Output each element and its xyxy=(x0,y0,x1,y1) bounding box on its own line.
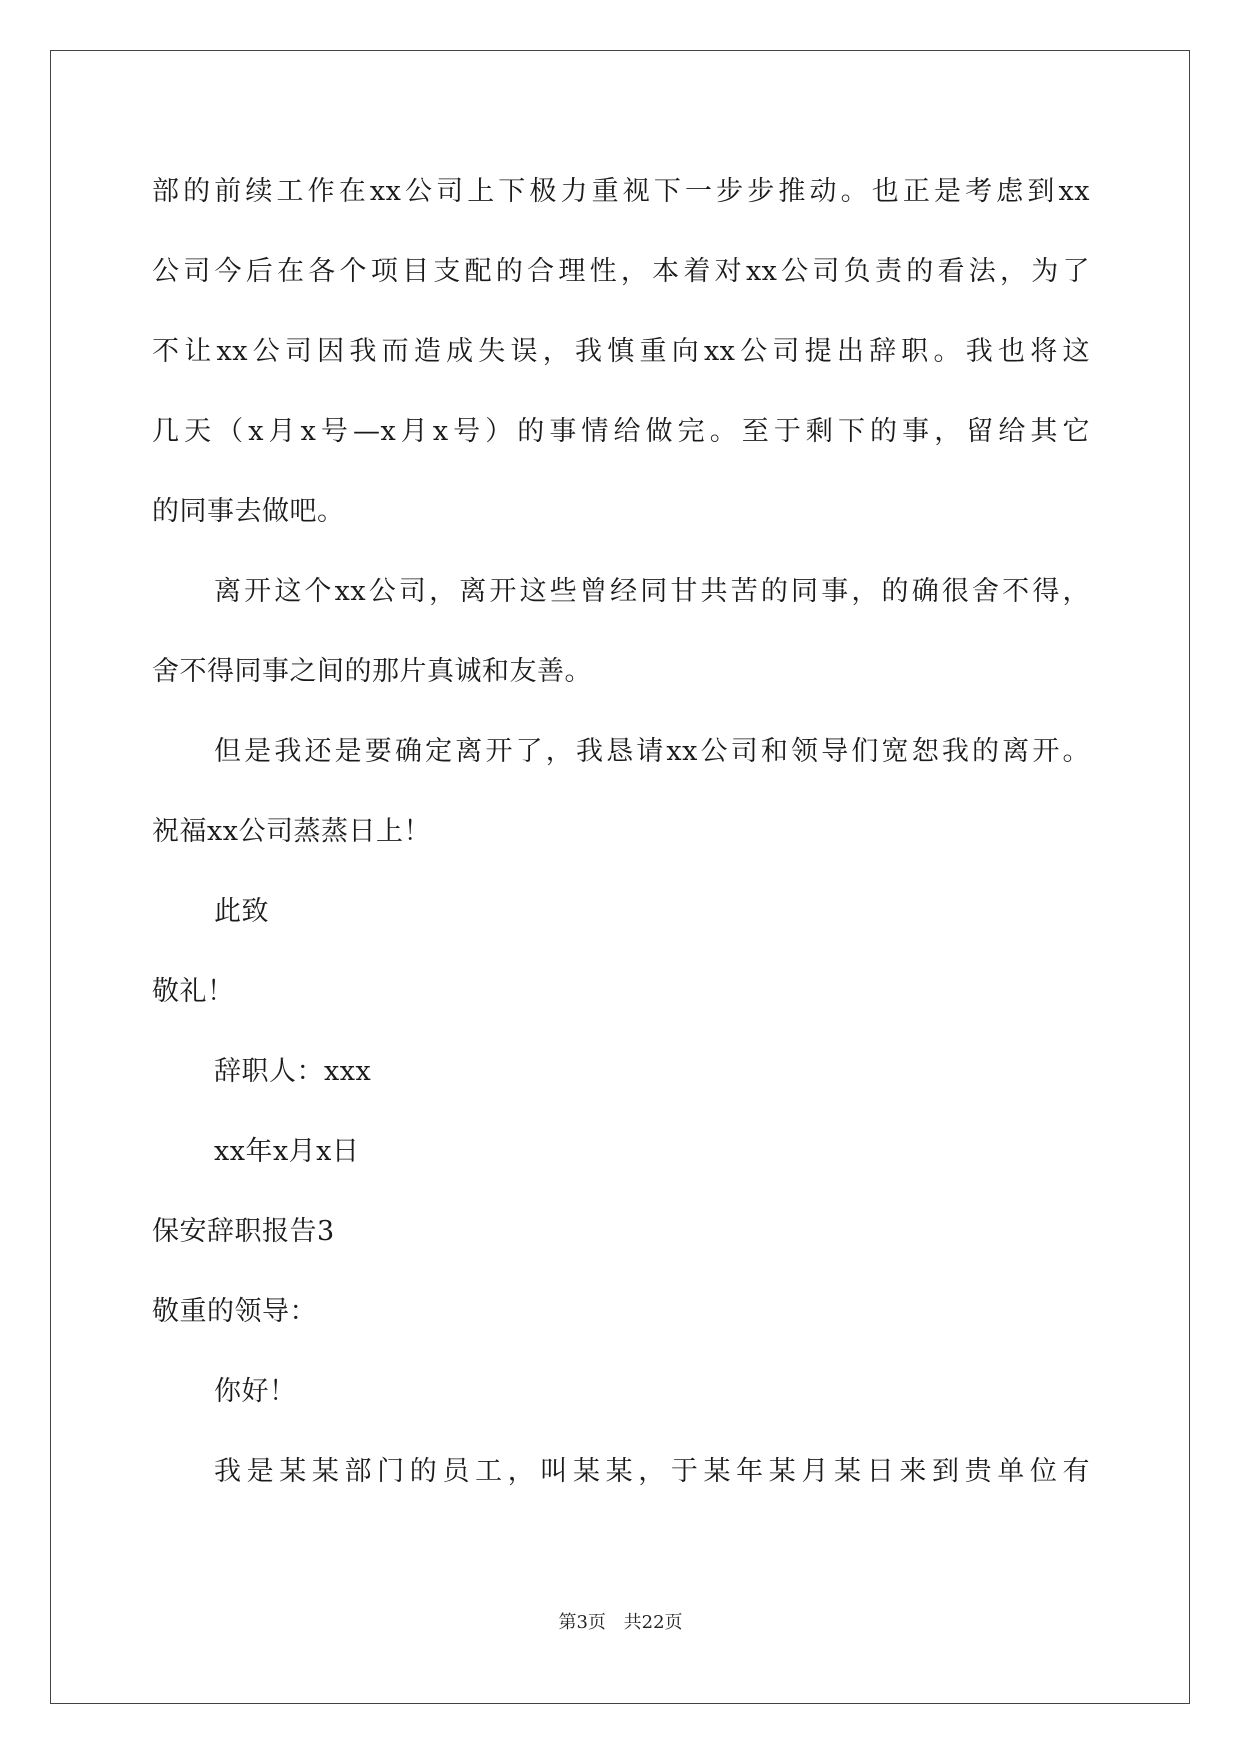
paragraph-line: 舍不得同事之间的那片真诚和友善。 xyxy=(152,656,592,687)
signature-line: 辞职人：xxx xyxy=(214,1056,372,1087)
page-total: 共22页 xyxy=(623,1612,683,1633)
date-line: xx年x月x日 xyxy=(214,1136,360,1167)
page-number: 第3页 xyxy=(558,1612,606,1633)
closing-salutation: 此致 xyxy=(214,896,269,927)
greeting-hello: 你好！ xyxy=(214,1376,297,1407)
section-heading: 保安辞职报告3 xyxy=(152,1216,335,1247)
paragraph-line: 离开这个xx公司，离开这些曾经同甘共苦的同事，的确很舍不得， xyxy=(214,576,1090,607)
paragraph-line: 公司今后在各个项目支配的合理性，本着对xx公司负责的看法，为了 xyxy=(152,256,1090,287)
paragraph-line: 的同事去做吧。 xyxy=(152,496,345,527)
paragraph-line: 但是我还是要确定离开了，我恳请xx公司和领导们宽恕我的离开。 xyxy=(214,736,1090,767)
paragraph-line: 部的前续工作在xx公司上下极力重视下一步步推动。也正是考虑到xx xyxy=(152,176,1090,207)
paragraph-line: 不让xx公司因我而造成失误，我慎重向xx公司提出辞职。我也将这 xyxy=(152,336,1090,367)
paragraph-line: 我是某某部门的员工，叫某某，于某年某月某日来到贵单位有 xyxy=(214,1456,1090,1487)
page-footer xyxy=(0,1612,1241,1634)
paragraph-line: 祝福xx公司蒸蒸日上！ xyxy=(152,816,431,847)
greeting: 敬重的领导： xyxy=(152,1296,317,1327)
closing-regards: 敬礼！ xyxy=(152,976,235,1007)
paragraph-line: 几天（x月x号—x月x号）的事情给做完。至于剩下的事，留给其它 xyxy=(152,416,1090,447)
